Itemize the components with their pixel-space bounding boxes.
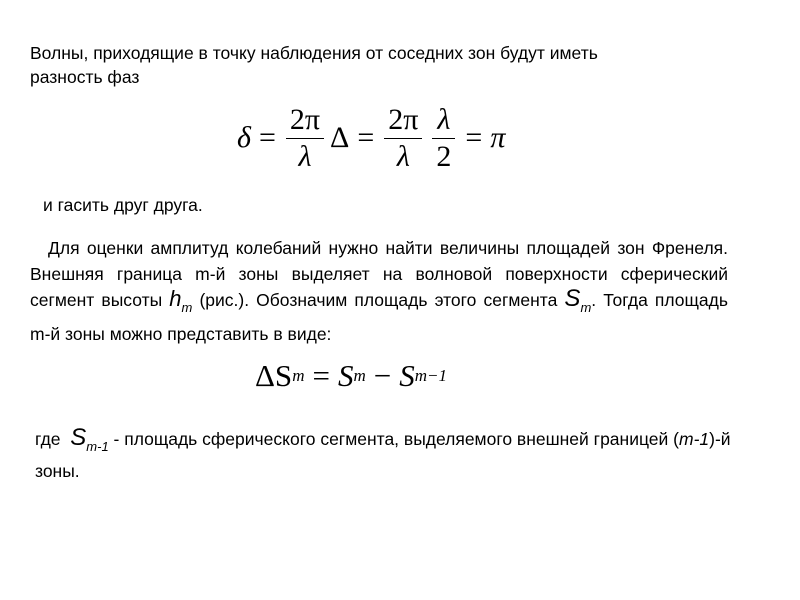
eq1-Delta: Δ xyxy=(330,121,350,154)
eq2-sub-m-1: m xyxy=(292,366,305,385)
para-part-2: (рис.). Обозначим площадь этого сегмента xyxy=(192,290,565,310)
eq2-S-2: S xyxy=(399,358,415,393)
para-h-subscript: m xyxy=(181,300,193,315)
eq1-fraction-1 xyxy=(286,103,324,174)
where-m-minus-1: m-1 xyxy=(679,429,710,449)
where-text-body: - площадь сферического сегмента, выделяемого внешней границей ( xyxy=(108,429,679,449)
eq1-fraction-2 xyxy=(384,103,422,174)
cancel-text: и гасить друг друга. xyxy=(43,195,203,215)
eq2-minus: − xyxy=(373,358,392,393)
eq2-S-1: S xyxy=(337,358,354,393)
eq1-frac2-numerator: 2π xyxy=(384,103,422,139)
eq2-sub-m-2: m xyxy=(353,366,366,385)
main-paragraph xyxy=(30,235,728,347)
where-tail: )-й зоны. xyxy=(35,429,731,481)
para-S-subscript: m xyxy=(580,300,592,315)
para-S-symbol: S xyxy=(564,285,581,312)
eq1-frac2-denominator: λ xyxy=(396,139,410,173)
where-text xyxy=(35,426,760,483)
zone-area-equation xyxy=(255,354,447,398)
where-S-subscript: m-1 xyxy=(86,439,109,454)
eq1-frac3-numerator: λ xyxy=(432,103,455,139)
eq2-Delta-S: ΔS xyxy=(255,358,293,393)
para-part-3: . Тогда площадь m-й зоны можно представить в виде: xyxy=(30,290,728,344)
eq1-equals-1: = xyxy=(258,121,276,154)
eq1-fraction-3 xyxy=(432,103,455,174)
intro-text xyxy=(30,41,720,89)
eq1-frac1-denominator: λ xyxy=(298,139,312,173)
eq1-equals-2: = xyxy=(357,121,375,154)
phase-difference-equation xyxy=(237,101,505,175)
para-part-1: Для оценки амплитуд колебаний нужно найти величины площадей зон Френеля. Внешняя граница m-й зоны выделяет на волновой поверхности сферический сегмент высоты xyxy=(30,238,728,310)
eq1-pi: π xyxy=(490,121,506,154)
intro-line-2: разность фаз xyxy=(30,67,140,87)
eq1-delta: δ xyxy=(237,121,251,154)
where-prefix: где xyxy=(35,429,71,449)
eq1-equals-3: = xyxy=(465,121,483,154)
eq2-equals: = xyxy=(312,358,330,393)
eq1-frac1-numerator: 2π xyxy=(286,103,324,139)
eq1-frac3-denominator: 2 xyxy=(436,139,452,173)
para-h-symbol: h xyxy=(169,286,182,311)
eq2-sub-m-minus-1: m−1 xyxy=(414,366,447,385)
where-S-symbol: S xyxy=(70,424,87,451)
intro-line-1: Волны, приходящие в точку наблюдения от соседних зон будут иметь xyxy=(30,43,598,63)
